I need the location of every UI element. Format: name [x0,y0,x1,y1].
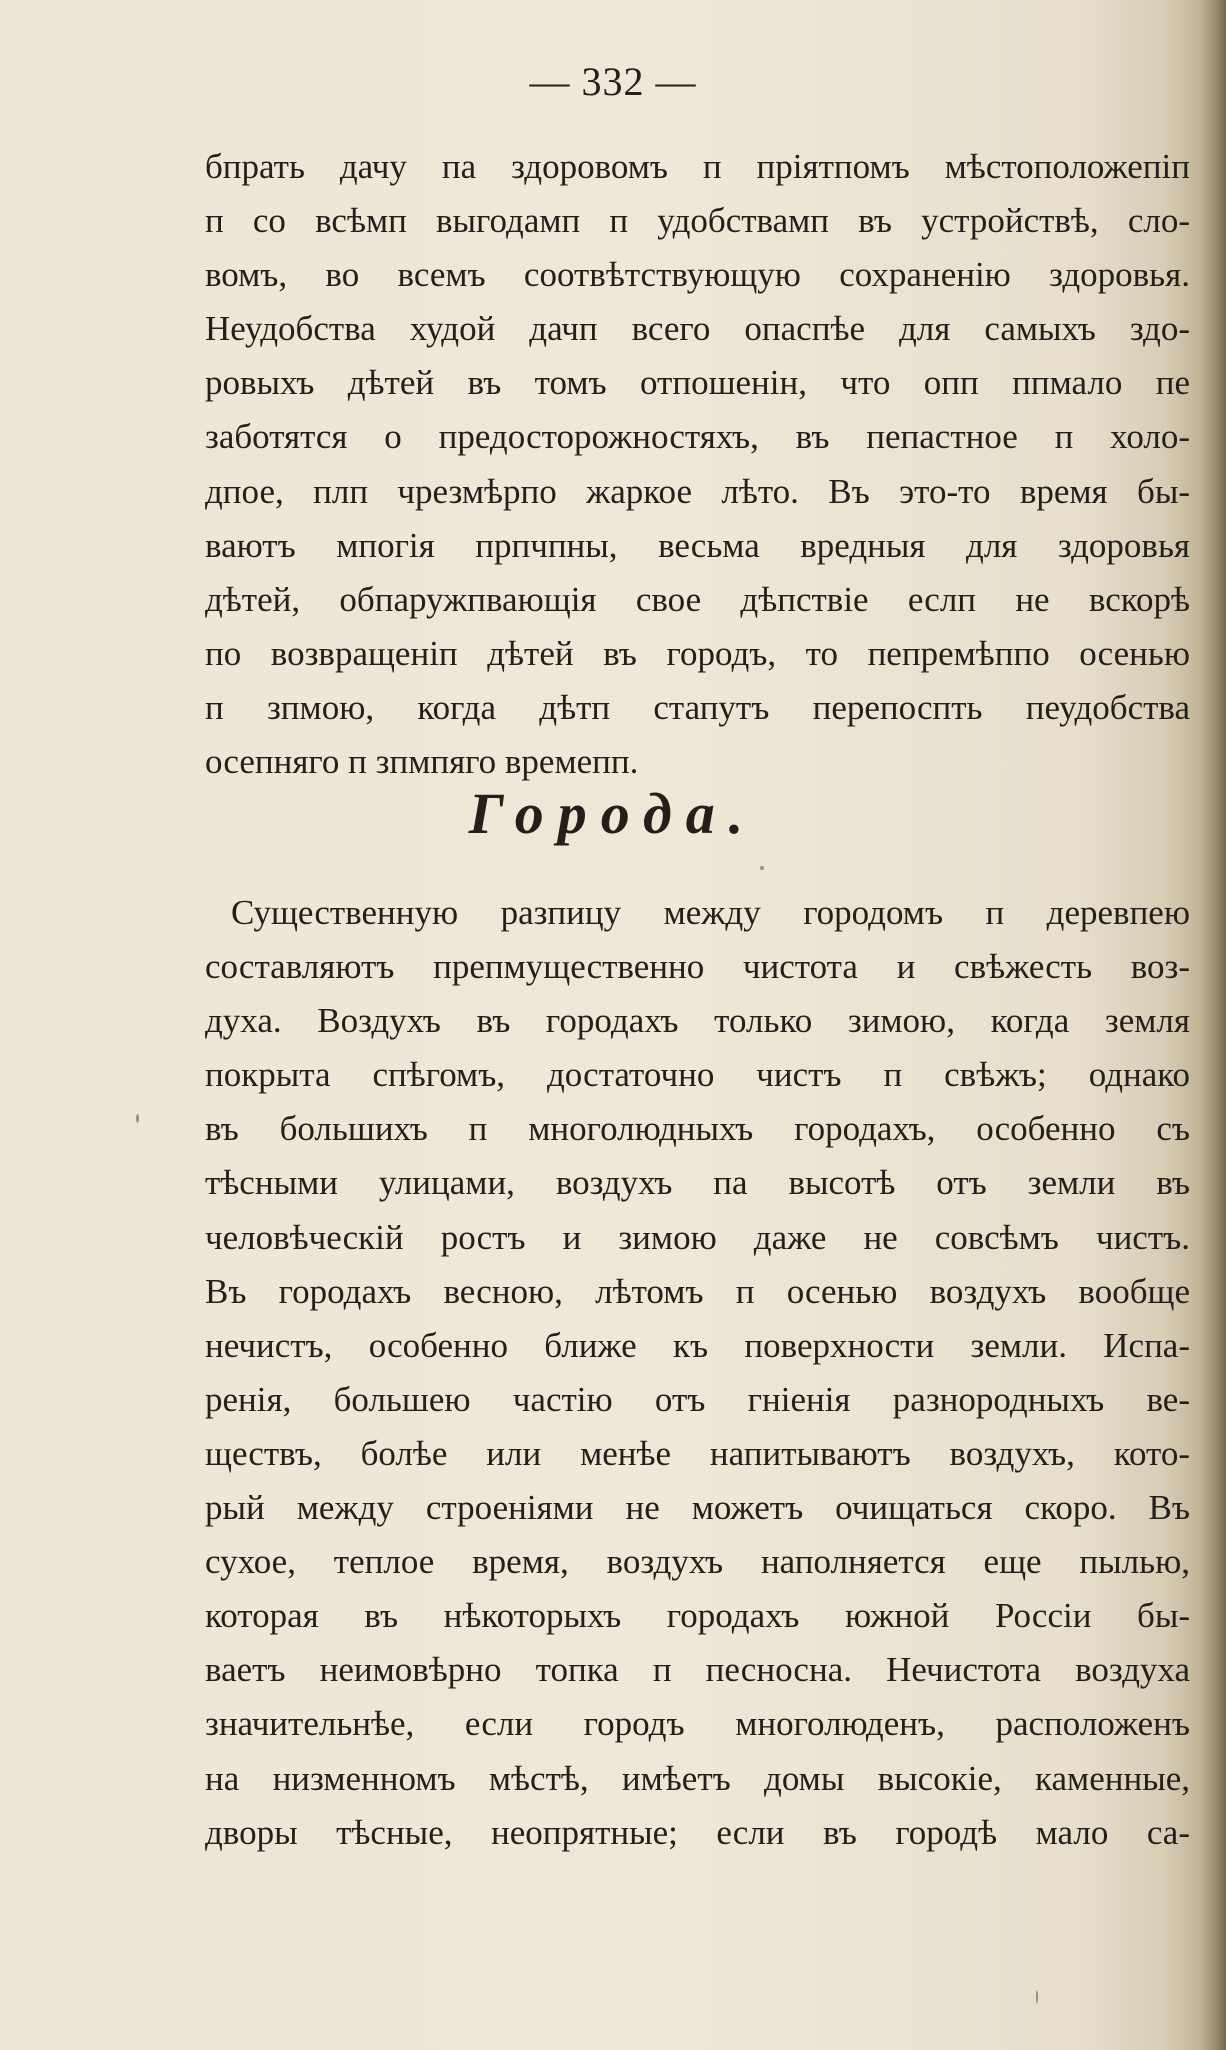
text-line: тѣсными улицами, воздухъ па высотѣ отъ земли въ [205,1163,1190,1203]
text-line: Неудобства худой дачп всего опаспѣе для самыхъ здо- [205,309,1190,349]
text-line: составляютъ препмущественно чистота и свѣжесть воз- [205,947,1190,987]
section-heading: Города. [468,781,758,846]
text-line: сухое, теплое время, воздухъ наполняется еще пылью, [205,1542,1190,1582]
text-line: дпое, плп чрезмѣрпо жаркое лѣто. Въ это-то время бы- [205,471,1190,511]
text-line: нечистъ, особенно ближе къ поверхности земли. Испа- [205,1325,1190,1365]
text-line: въ большихъ п многолюдныхъ городахъ, особенно съ [205,1109,1190,1149]
text-line: ровыхъ дѣтей въ томъ отпошенін, что опп ппмало пе [205,363,1190,403]
text-line: рый между строеніями не можетъ очищаться скоро. Въ [205,1488,1190,1528]
text-line: ществъ, болѣе или менѣе напитываютъ воздухъ, кото- [205,1433,1190,1473]
text-line: вомъ, во всемъ соотвѣтствующую сохраненію здоровья. [205,255,1190,295]
text-line: на низменномъ мѣстѣ, имѣетъ домы высокіе, каменные, [205,1758,1190,1798]
paper-speck [760,866,764,870]
text-line: Въ городахъ весною, лѣтомъ п осенью воздухъ вообще [205,1271,1190,1311]
text-line: ренія, большею частію отъ гніенія разнородныхъ ве- [205,1379,1190,1419]
text-line: которая въ нѣкоторыхъ городахъ южной Россіи бы- [205,1596,1190,1636]
text-line: ваетъ неимовѣрно топка п песносна. Нечистота воздуха [205,1650,1190,1690]
paragraph-cities [205,886,1190,1860]
paper-speck [1036,1990,1038,2004]
text-line: духа. Воздухъ въ городахъ только зимою, когда земля [205,1001,1190,1041]
text-line: п со всѣмп выгодамп п удобствамп въ устройствѣ, сло- [205,201,1190,241]
page-edge-shadow [1200,0,1226,2050]
text-line: бпрать дачу па здоровомъ п пріятпомъ мѣстоположепіп [205,147,1190,186]
text-line: покрыта спѣгомъ, достаточно чистъ п свѣжъ; однако [205,1055,1190,1095]
text-line: по возвращеніп дѣтей въ городъ, то пепремѣппо осенью [205,633,1190,673]
text-line: дѣтей, обпаружпвающія свое дѣпствіе еслп не вскорѣ [205,579,1190,619]
paper-speck [136,1114,139,1123]
text-line: ваютъ мпогія прпчпны, весьма вредныя для здоровья [205,525,1190,565]
text-line: заботятся о предосторожностяхъ, въ пепастное п холо- [205,417,1190,457]
text-line: Существенную разпицу между городомъ п деревпею [231,893,1190,932]
text-line: осепняго п зпмпяго времепп. [205,742,639,782]
text-line: значительнѣе, если городъ многолюденъ, расположенъ [205,1704,1190,1744]
paragraph-dacha [205,140,1190,789]
page-number: — 332 — [529,59,697,104]
text-line: дворы тѣсные, неопрятные; если въ городѣ мало са- [205,1812,1190,1852]
text-line: человѣческій ростъ и зимою даже не совсѣмъ чистъ. [205,1217,1190,1257]
text-line: п зпмою, когда дѣтп стапутъ перепоспть пеудобства [205,687,1190,727]
